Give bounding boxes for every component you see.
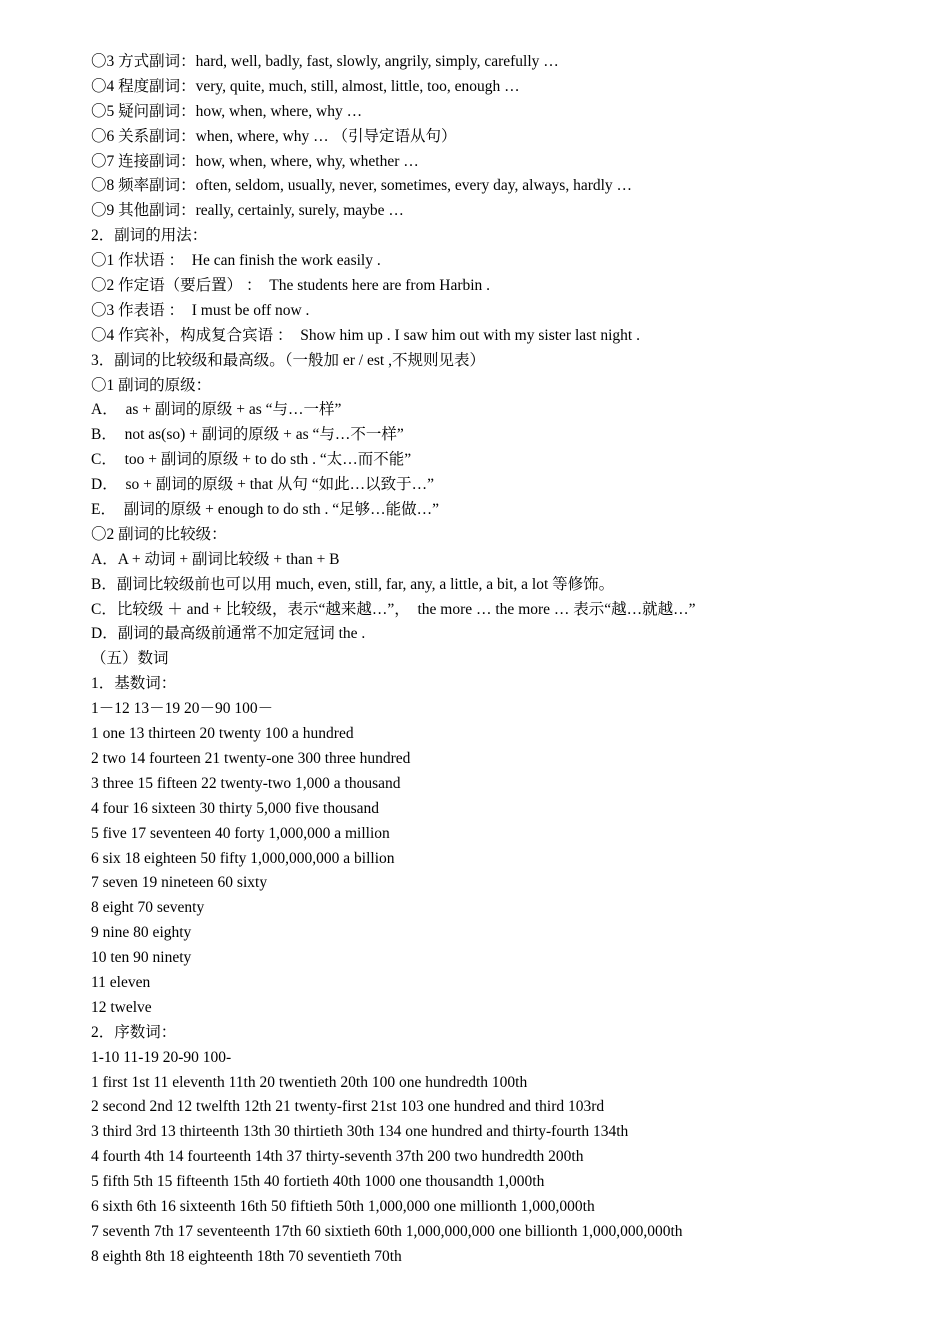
text-line-ordinal-row: 5 fifth 5th 15 fifteenth 15th 40 fortieth 40th 1000 one thousandth 1,000th	[91, 1173, 545, 1191]
document-page	[91, 50, 911, 1270]
subheading-comparative-degree: 〇2 副词的比较级：	[91, 525, 227, 543]
text-line-adverb-conjunctive: 〇7 连接副词：how, when, where, why, whether …	[91, 152, 419, 170]
text-line-comparative-c: C．比较级 ＋ and + 比较级，表示“越来越…”， the more … the more … 表示“越…就越…”	[91, 600, 696, 618]
text-line-ordinal-row: 4 fourth 4th 14 fourteenth 14th 37 thirty-seventh 37th 200 two hundredth 200th	[91, 1148, 584, 1166]
text-line-cardinal-row: 3 three 15 fifteen 22 twenty-two 1,000 a thousand	[91, 774, 401, 792]
text-line-positive-a: A． as + 副词的原级 + as “与…一样”	[91, 401, 342, 419]
text-line-ordinal-row: 3 third 3rd 13 thirteenth 13th 30 thirtieth 30th 134 one hundred and thirty-fourth 134th	[91, 1123, 629, 1141]
text-line-positive-b: B． not as(so) + 副词的原级 + as “与…不一样”	[91, 426, 404, 444]
text-line-cardinal-row: 12 twelve	[91, 998, 152, 1016]
text-line-positive-d: D． so + 副词的原级 + that 从句 “如此…以致于…”	[91, 476, 434, 494]
text-line-usage-adverbial: 〇1 作状语 ： He can finish the work easily .	[91, 252, 381, 270]
text-line-ordinal-row: 7 seventh 7th 17 seventeenth 17th 60 sixtieth 60th 1,000,000,000 one billionth 1,000,000,000th	[91, 1222, 683, 1240]
text-line-ordinal-row: 2 second 2nd 12 twelfth 12th 21 twenty-first 21st 103 one hundred and third 103rd	[91, 1098, 605, 1116]
text-line-positive-c: C． too + 副词的原级 + to do sth . “太…而不能”	[91, 451, 412, 469]
text-line-cardinal-row: 2 two 14 fourteen 21 twenty-one 300 three hundred	[91, 749, 411, 767]
text-line-ordinal-row: 6 sixth 6th 16 sixteenth 16th 50 fiftieth 50th 1,000,000 one millionth 1,000,000th	[91, 1197, 595, 1215]
text-line-adverb-frequency: 〇8 频率副词：often, seldom, usually, never, sometimes, every day, always, hardly …	[91, 177, 633, 195]
text-line-comparative-a: A．A + 动词 + 副词比较级 + than + B	[91, 550, 340, 568]
subheading-positive-degree: 〇1 副词的原级：	[91, 376, 212, 394]
text-line-cardinal-row: 9 nine 80 eighty	[91, 924, 192, 942]
text-line-cardinal-row: 5 five 17 seventeen 40 forty 1,000,000 a million	[91, 824, 390, 842]
text-line-positive-e: E． 副词的原级 + enough to do sth . “足够…能做…”	[91, 501, 439, 519]
text-line-cardinal-row: 10 ten 90 ninety	[91, 949, 192, 967]
section-heading-numerals: （五）数词	[91, 650, 169, 668]
text-line-cardinal-row: 4 four 16 sixteen 30 thirty 5,000 five thousand	[91, 799, 379, 817]
subheading-ordinal-numbers: 2．序数词：	[91, 1023, 177, 1041]
text-line-cardinal-row: 7 seven 19 nineteen 60 sixty	[91, 874, 268, 892]
text-line-comparative-d: D．副词的最高级前通常不加定冠词 the .	[91, 625, 366, 643]
subheading-cardinal-numbers: 1．基数词：	[91, 675, 177, 693]
text-line-usage-object-complement: 〇4 作宾补，构成复合宾语 ： Show him up . I saw him out with my sister last night .	[91, 326, 640, 344]
text-line-comparative-b: B．副词比较级前也可以用 much, even, still, far, any, a little, a bit, a lot 等修饰。	[91, 575, 615, 593]
text-line-cardinal-row: 6 six 18 eighteen 50 fifty 1,000,000,000 a billion	[91, 849, 395, 867]
text-line-adverb-manner: 〇3 方式副词：hard, well, badly, fast, slowly, angrily, simply, carefully …	[91, 53, 559, 70]
text-line-cardinal-header: 1－12 13－19 20－90 100－	[91, 700, 274, 718]
text-line-adverb-degree: 〇4 程度副词：very, quite, much, still, almost, little, too, enough …	[91, 77, 520, 95]
section-heading-comparison: 3．副词的比较级和最高级。（一般加 er / est ,不规则见表）	[91, 351, 485, 369]
text-line-usage-attributive: 〇2 作定语（要后置） ： The students here are from Harbin .	[91, 277, 491, 295]
text-line-ordinal-row: 1 first 1st 11 eleventh 11th 20 twentieth 20th 100 one hundredth 100th	[91, 1073, 528, 1091]
text-line-cardinal-row: 1 one 13 thirteen 20 twenty 100 a hundred	[91, 725, 354, 743]
text-line-adverb-interrogative: 〇5 疑问副词：how, when, where, why …	[91, 102, 363, 120]
text-line-cardinal-row: 8 eight 70 seventy	[91, 899, 205, 917]
text-line-adverb-other: 〇9 其他副词：really, certainly, surely, maybe …	[91, 202, 404, 220]
text-line-cardinal-row: 11 eleven	[91, 973, 151, 991]
text-line-usage-predicative: 〇3 作表语 ： I must be off now .	[91, 301, 310, 319]
text-line-adverb-relative: 〇6 关系副词：when, where, why … （引导定语从句）	[91, 127, 457, 145]
section-heading-adverb-usage: 2．副词的用法：	[91, 227, 208, 245]
text-line-ordinal-row: 8 eighth 8th 18 eighteenth 18th 70 seventieth 70th	[91, 1247, 402, 1265]
text-line-ordinal-header: 1-10 11-19 20-90 100-	[91, 1048, 232, 1066]
